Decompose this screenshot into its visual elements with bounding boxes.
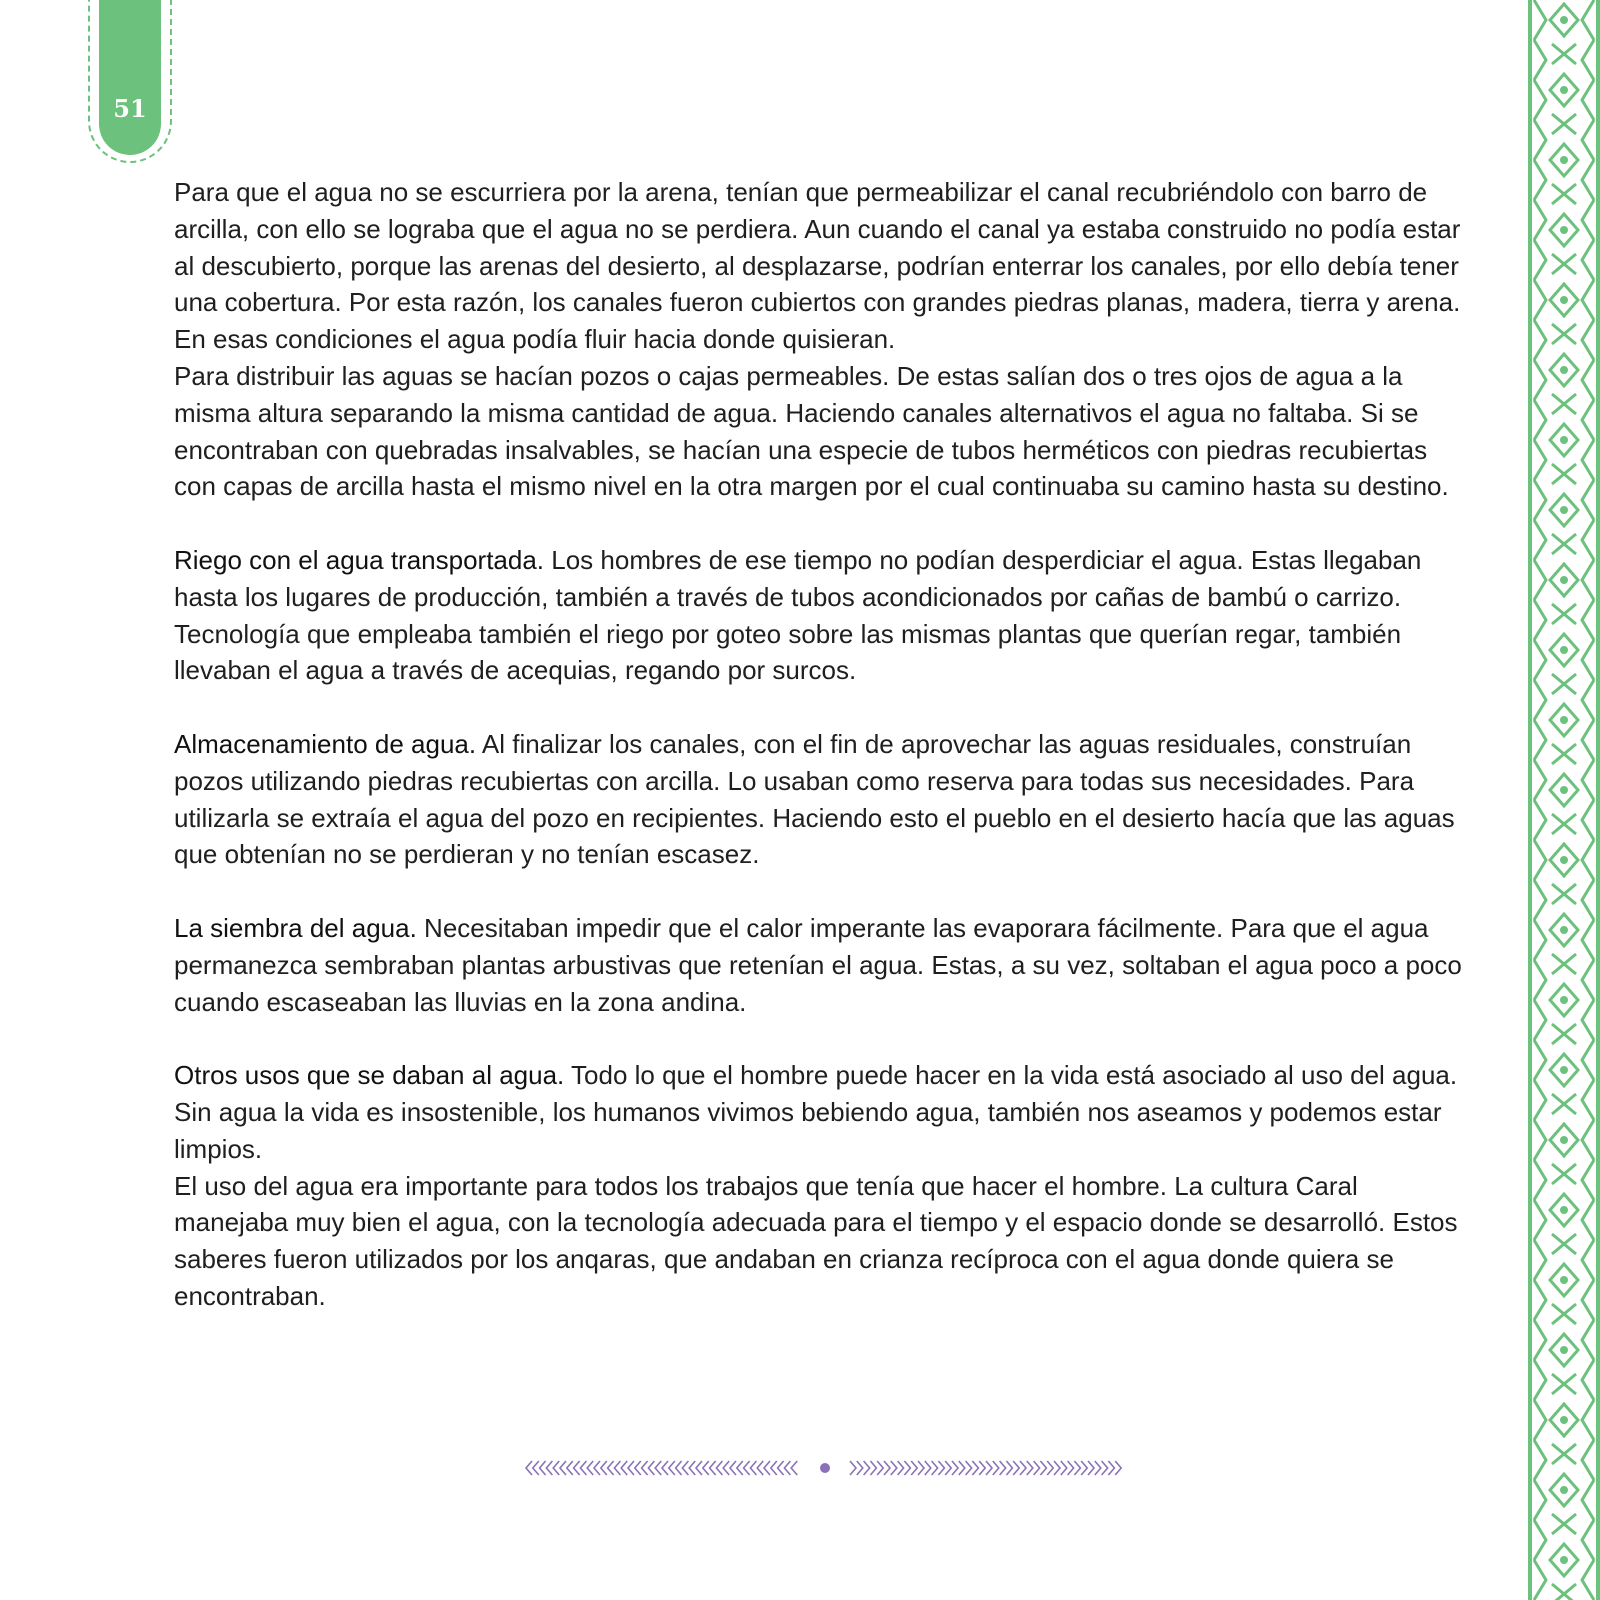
paragraph <box>174 1057 1474 1167</box>
section-text: Necesitaban impedir que el calor imperante las evaporara fácilmente. Para que el agua permanezca sembraban plantas arbustivas que retenían el agua. Estas, a su vez, soltaban el agua poco a poco cuando escaseaban las lluvias en la zona andina. <box>174 912 1462 1017</box>
paragraph <box>174 910 1474 1020</box>
page-tab <box>99 0 161 155</box>
paragraph <box>174 726 1474 873</box>
chevron-right-ornament <box>850 1461 1121 1475</box>
divider-dot <box>820 1463 830 1473</box>
section-text: Al finalizar los canales, con el fin de aprovechar las aguas residuales, construían pozos utilizando piedras recubiertas con arcilla. Lo usaban como reserva para todas sus necesidades. Para utilizarla se extraía el agua del pozo en recipientes. Haciendo esto el pueblo en el desierto hacía que las aguas que obtenían no se perdieran y no tenían escasez. <box>174 728 1455 870</box>
section-text: Los hombres de ese tiempo no podían desperdiciar el agua. Estas llegaban hasta los lugares de producción, también a través de tubos acondicionados por cañas de bambú o carrizo. Tecnología que empleaba también el riego por goteo sobre las mismas plantas que querían regar, también llevaban el agua a través de acequias, regando por surcos. <box>174 544 1422 686</box>
section-lead: Almacenamiento de agua. <box>174 728 477 759</box>
section-lead: Otros usos que se daban al agua. <box>174 1060 565 1091</box>
body-text <box>174 174 1474 1315</box>
paragraph: Para distribuir las aguas se hacían pozos o cajas permeables. De estas salían dos o tres ojos de agua a la misma altura separando la misma cantidad de agua. Haciendo canales alternativos el agua no faltaba. Si se encontraban con quebradas insalvables, se hacían una especie de tubos herméticos con piedras recubiertas con capas de arcilla hasta el mismo nivel en la otra margen por el cual continuaba su camino hasta su destino. <box>174 360 1449 502</box>
section-lead: La siembra del agua. <box>174 912 417 943</box>
chevron-left-ornament <box>526 1461 797 1475</box>
paragraph: El uso del agua era importante para todos los trabajos que tenía que hacer el hombre. La cultura Caral manejaba muy bien el agua, con la tecnología adecuada para el tiempo y el espacio donde se desarrolló. Estos saberes fueron utilizados por los anqaras, que andaban en crianza recíproca con el agua donde quiera se encontraban. <box>174 1170 1458 1311</box>
ornament-divider <box>520 1455 1130 1481</box>
paragraph: Para que el agua no se escurriera por la arena, tenían que permeabilizar el canal recubriéndolo con barro de arcilla, con ello se lograba que el agua no se perdiera. Aun cuando el canal ya estaba construido no podía estar al descubierto, porque las arenas del desierto, al desplazarse, podrían enterrar los canales, por ello debía tener una cobertura. Por esta razón, los canales fueron cubiertos con grandes piedras planas, madera, tierra y arena. En esas condiciones el agua podía fluir hacia donde quisieran. <box>174 177 1461 355</box>
decorative-border <box>1528 0 1600 1600</box>
paragraph <box>174 542 1474 689</box>
section-lead: Riego con el agua transportada. <box>174 544 545 575</box>
section-text: Todo lo que el hombre puede hacer en la vida está asociado al uso del agua. Sin agua la vida es insostenible, los humanos vivimos bebiendo agua, también nos aseamos y podemos estar limpios. <box>174 1060 1458 1164</box>
page-number: 51 <box>113 94 147 123</box>
